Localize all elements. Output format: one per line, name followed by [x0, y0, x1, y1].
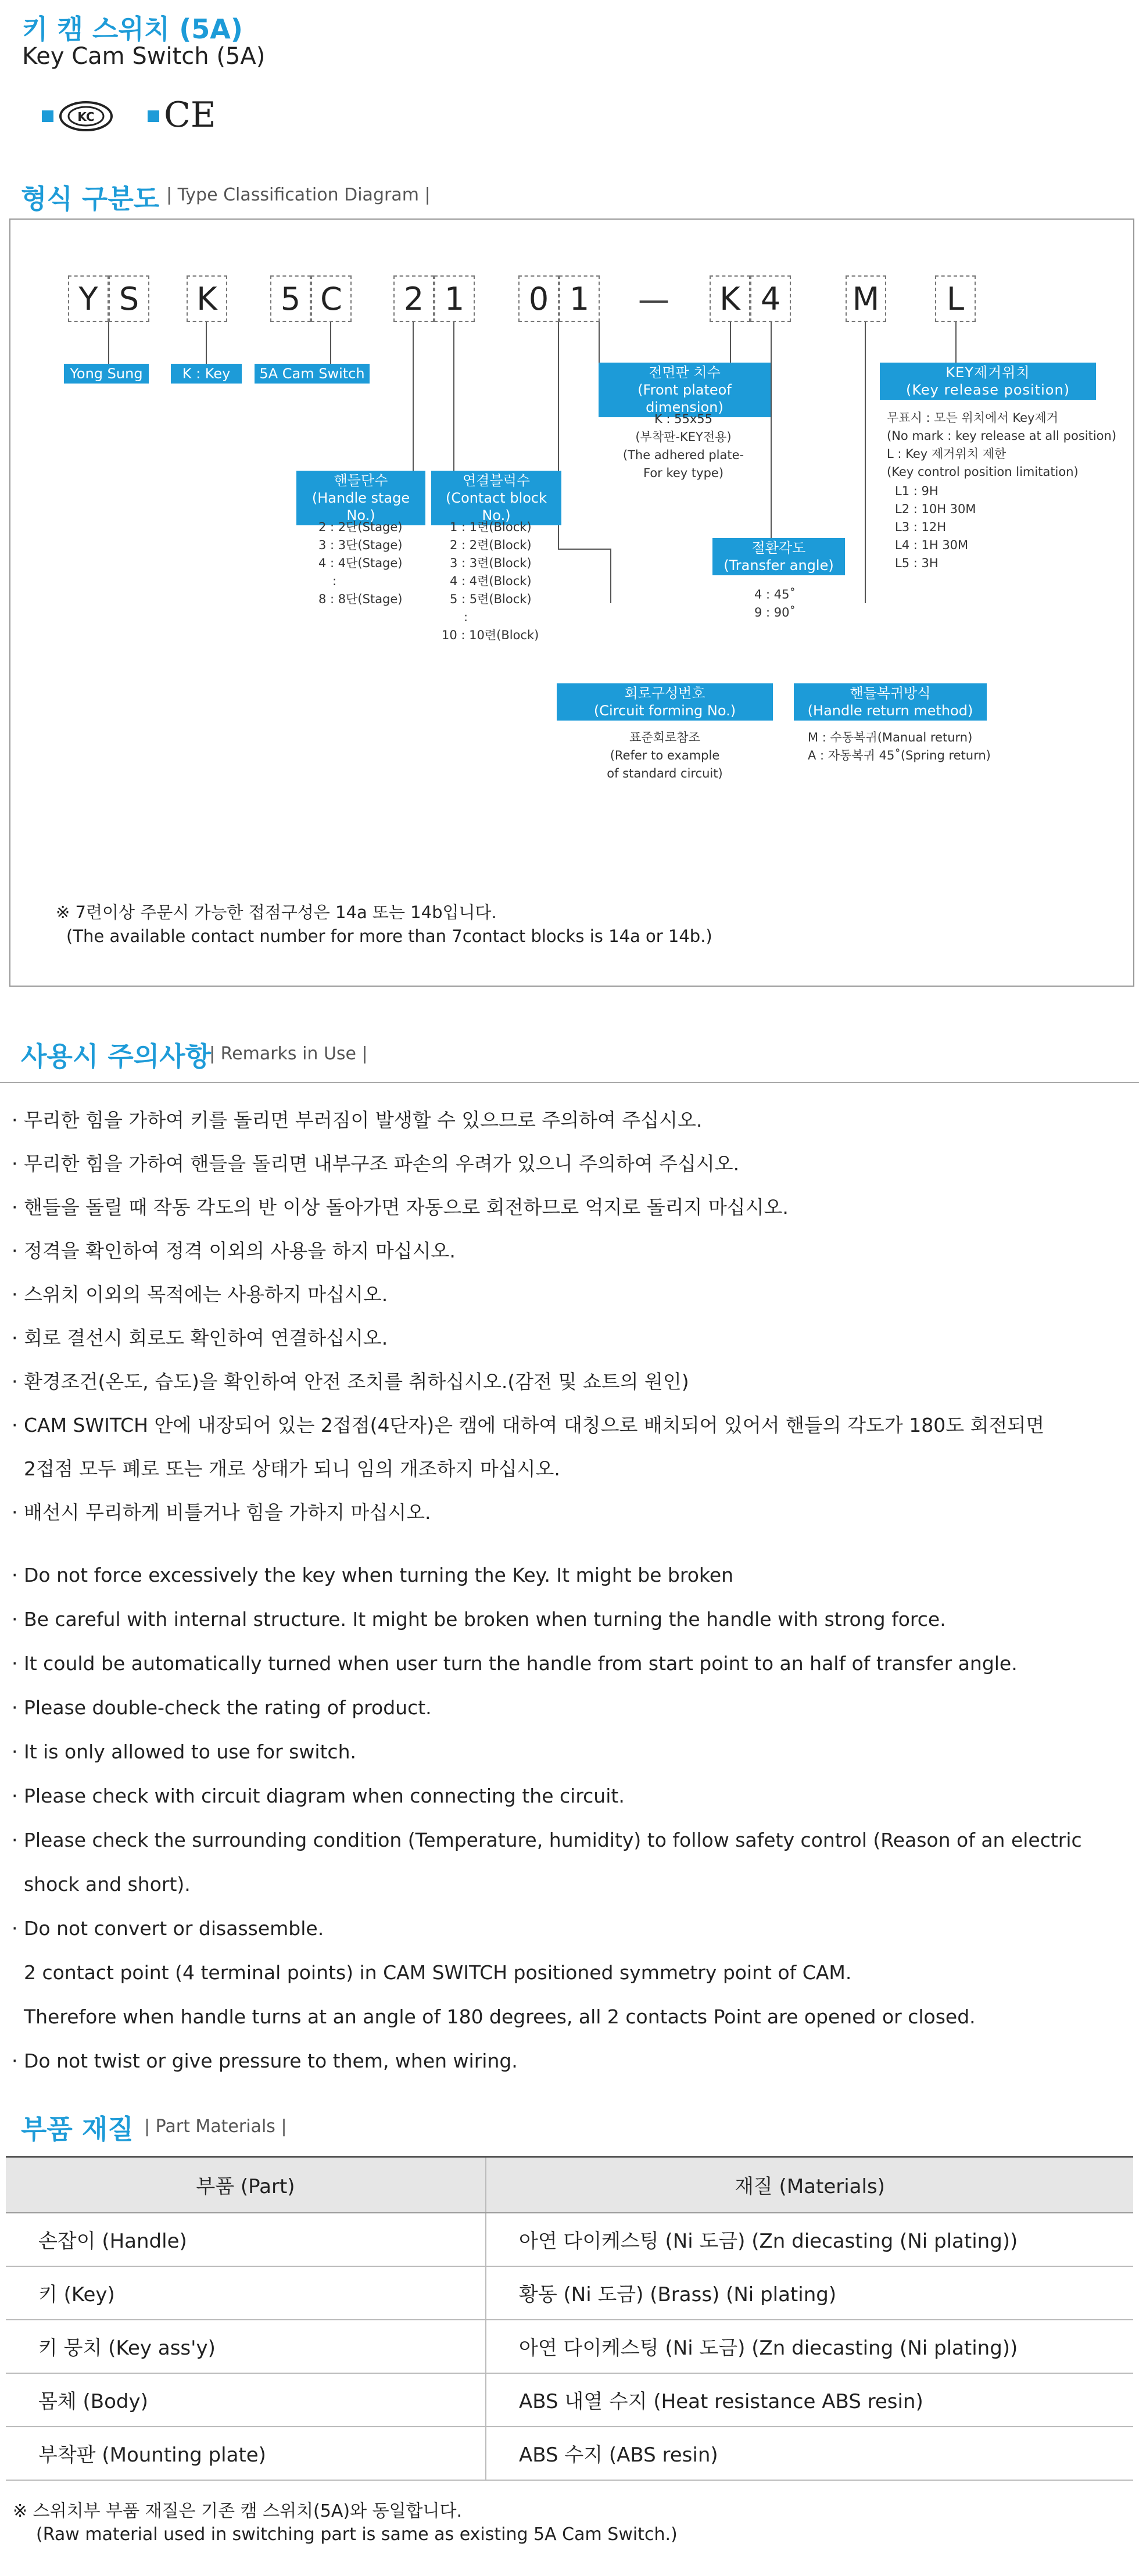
tag-contact-block: 연결블럭수 (Contact block No.)	[431, 471, 561, 525]
section-subtitle-materials: | Part Materials |	[144, 2116, 287, 2137]
code-cell-c: C	[311, 275, 352, 322]
materials-table	[6, 2156, 1133, 2481]
section-title-materials: 부품 재질	[21, 2113, 134, 2145]
remark-en-5: · It is only allowed to use for switch.	[12, 1740, 356, 1763]
remark-ko-1: · 무리한 힘을 가하여 키를 돌리면 부러짐이 발생할 수 있으므로 주의하여 주십시오.	[12, 1109, 703, 1131]
remark-en-7: · Please check the surrounding condition (Temperature, humidity) to follow safety control (Reason of an electric	[12, 1829, 1082, 1851]
remark-en-8-cont-2: Therefore when handle turns at an angle of 180 degrees, all 2 contacts Point are opened or closed.	[12, 2005, 976, 2028]
connector-line	[865, 322, 866, 603]
part-cell: 손잡이 (Handle)	[6, 2213, 486, 2266]
remark-en-3: · It could be automatically turned when user turn the handle from start point to an half of transfer angle.	[12, 1652, 1018, 1675]
remark-en-8: · Do not convert or disassemble.	[12, 1917, 324, 1940]
connector-line	[771, 322, 772, 543]
block-list: 1 : 1련(Block) 2 : 2련(Block) 3 : 3련(Block) 4 : 4련(Block) 5 : 5련(Block) : 10 : 10련(Block)	[442, 520, 539, 642]
remark-en-2: · Be careful with internal structure. It might be broken when turning the handle with strong force.	[12, 1608, 946, 1631]
material-cell: ABS 수지 (ABS resin)	[486, 2427, 1133, 2480]
code-cell-1b: 1	[559, 275, 600, 322]
part-cell: 몸체 (Body)	[6, 2373, 486, 2427]
code-cell-2: 2	[393, 275, 434, 322]
remark-en-7-cont: shock and short).	[12, 1873, 191, 1896]
code-cell-l: L	[935, 275, 976, 322]
tag-key: K : Key	[171, 364, 242, 384]
front-plate-list: K : 55x55 (부착판-KEY전용) (The adhered plate- For key type)	[622, 412, 744, 480]
code-cell-m: M	[846, 275, 886, 322]
connector-line	[610, 549, 611, 603]
code-cell-0: 0	[518, 275, 559, 322]
remark-ko-5: · 스위치 이외의 목적에는 사용하지 마십시오.	[12, 1283, 388, 1306]
circuit-list: 표준회로참조 (Refer to example of standard circuit)	[607, 730, 723, 780]
diagram-note-ko: ※ 7련이상 주문시 가능한 접점구성은 14a 또는 14b입니다.	[56, 902, 497, 922]
part-cell: 키 뭉치 (Key ass'y)	[6, 2320, 486, 2373]
code-cell-k: K	[187, 275, 227, 322]
tag-yong-sung: Yong Sung	[64, 364, 149, 384]
remark-en-4: · Please double-check the rating of product.	[12, 1696, 432, 1719]
ce-mark-icon: CE	[164, 95, 216, 135]
materials-note-en: (Raw material used in switching part is same as existing 5A Cam Switch.)	[36, 2524, 678, 2545]
remark-ko-4: · 정격을 확인하여 정격 이외의 사용을 하지 마십시오.	[12, 1239, 456, 1262]
code-cell-k2: K	[710, 275, 750, 322]
code-cell-1: 1	[434, 275, 475, 322]
part-cell: 키 (Key)	[6, 2266, 486, 2320]
remark-ko-8: · CAM SWITCH 안에 내장되어 있는 2접점(4단자)은 캠에 대하여 대칭으로 배치되어 있어서 핸들의 각도가 180도 회전되면	[12, 1414, 1045, 1436]
kc-mark-icon	[58, 100, 114, 132]
code-cell-4: 4	[750, 275, 791, 322]
section-subtitle-remarks: | Remarks in Use |	[209, 1044, 368, 1064]
table-row	[6, 2266, 1133, 2320]
connector-line	[558, 549, 610, 550]
remark-ko-7: · 환경조건(온도, 습도)을 확인하여 안전 조치를 취하십시오.(감전 및 쇼트의 원인)	[12, 1370, 689, 1393]
page-title-en: Key Cam Switch (5A)	[22, 43, 266, 70]
remark-en-6: · Please check with circuit diagram when connecting the circuit.	[12, 1785, 625, 1807]
section-title-remarks: 사용시 주의사항	[21, 1041, 212, 1072]
connector-line	[955, 322, 957, 368]
key-release-codes: L1 : 9H L2 : 10H 30M L3 : 12H L4 : 1H 30M L5 : 3H	[895, 484, 976, 570]
remark-en-1: · Do not force excessively the key when turning the Key. It might be broken	[12, 1564, 734, 1586]
table-header-row	[6, 2157, 1133, 2213]
classification-diagram	[9, 218, 1134, 987]
svg-text:KC: KC	[77, 110, 95, 124]
remark-ko-8-cont: 2접점 모두 폐로 또는 개로 상태가 되니 임의 개조하지 마십시오.	[12, 1457, 560, 1480]
key-release-list: 무표시 : 모든 위치에서 Key제거 (No mark : key release at all position) L : Key 제거위치 제한 (Key control position limitation)	[887, 411, 1117, 479]
table-row	[6, 2213, 1133, 2266]
remark-en-8-cont-1: 2 contact point (4 terminal points) in CAM SWITCH positioned symmetry point of CAM.	[12, 1961, 852, 1984]
section-title-classification: 형식 구분도	[21, 183, 160, 214]
connector-line	[599, 322, 600, 368]
table-row	[6, 2373, 1133, 2427]
table-row	[6, 2320, 1133, 2373]
code-cell-s: S	[109, 275, 149, 322]
table-row	[6, 2427, 1133, 2480]
materials-note-ko: ※ 스위치부 부품 재질은 기존 캠 스위치(5A)와 동일합니다.	[13, 2501, 463, 2521]
section-divider	[0, 1082, 1139, 1083]
tag-handle-return: 핸들복귀방식 (Handle return method)	[794, 683, 987, 721]
connector-line	[413, 322, 414, 480]
tag-transfer-angle: 절환각도 (Transfer angle)	[712, 538, 845, 575]
material-cell: 황동 (Ni 도금) (Brass) (Ni plating)	[486, 2266, 1133, 2320]
remark-en-9: · Do not twist or give pressure to them, when wiring.	[12, 2050, 518, 2072]
connector-line	[453, 322, 454, 480]
table-header-materials: 재질 (Materials)	[486, 2157, 1133, 2213]
table-header-part: 부품 (Part)	[6, 2157, 486, 2213]
section-subtitle-classification: | Type Classification Diagram |	[166, 185, 431, 205]
remark-ko-9: · 배선시 무리하게 비틀거나 힘을 가하지 마십시오.	[12, 1501, 431, 1524]
bullet-icon	[42, 110, 53, 122]
material-cell: 아연 다이케스팅 (Ni 도금) (Zn diecasting (Ni plating))	[486, 2320, 1133, 2373]
code-cell-5: 5	[270, 275, 311, 322]
page-title-ko: 키 캠 스위치 (5A)	[22, 13, 243, 45]
handle-return-list: M : 수동복귀(Manual return) A : 자동복귀 45˚(Spring return)	[808, 730, 991, 762]
part-cell: 부착판 (Mounting plate)	[6, 2427, 486, 2480]
tag-front-plate: 전면판 치수 (Front plateof dimension)	[599, 363, 771, 417]
diagram-note-en: (The available contact number for more than 7contact blocks is 14a or 14b.)	[66, 926, 712, 946]
remark-ko-6: · 회로 결선시 회로도 확인하여 연결하십시오.	[12, 1327, 388, 1349]
bullet-icon	[148, 110, 159, 122]
material-cell: ABS 내열 수지 (Heat resistance ABS resin)	[486, 2373, 1133, 2427]
code-dash: —	[638, 281, 669, 318]
transfer-angle-list: 4 : 45˚ 9 : 90˚	[754, 587, 796, 619]
remark-ko-3: · 핸들을 돌릴 때 작동 각도의 반 이상 돌아가면 자동으로 회전하므로 억지로 돌리지 마십시오.	[12, 1196, 789, 1219]
tag-circuit-forming: 회로구성번호 (Circuit forming No.)	[557, 683, 773, 721]
material-cell: 아연 다이케스팅 (Ni 도금) (Zn diecasting (Ni plating))	[486, 2213, 1133, 2266]
tag-handle-stage: 핸들단수 (Handle stage No.)	[296, 471, 425, 525]
tag-key-release: KEY제거위치 (Key release position)	[880, 363, 1096, 400]
tag-cam-switch: 5A Cam Switch	[255, 364, 370, 384]
remark-ko-2: · 무리한 힘을 가하여 핸들을 돌리면 내부구조 파손의 우려가 있으니 주의하여 주십시오.	[12, 1152, 740, 1175]
code-cell-y: Y	[68, 275, 109, 322]
stage-list: 2 : 2단(Stage) 3 : 3단(Stage) 4 : 4단(Stage) : 8 : 8단(Stage)	[318, 520, 403, 606]
